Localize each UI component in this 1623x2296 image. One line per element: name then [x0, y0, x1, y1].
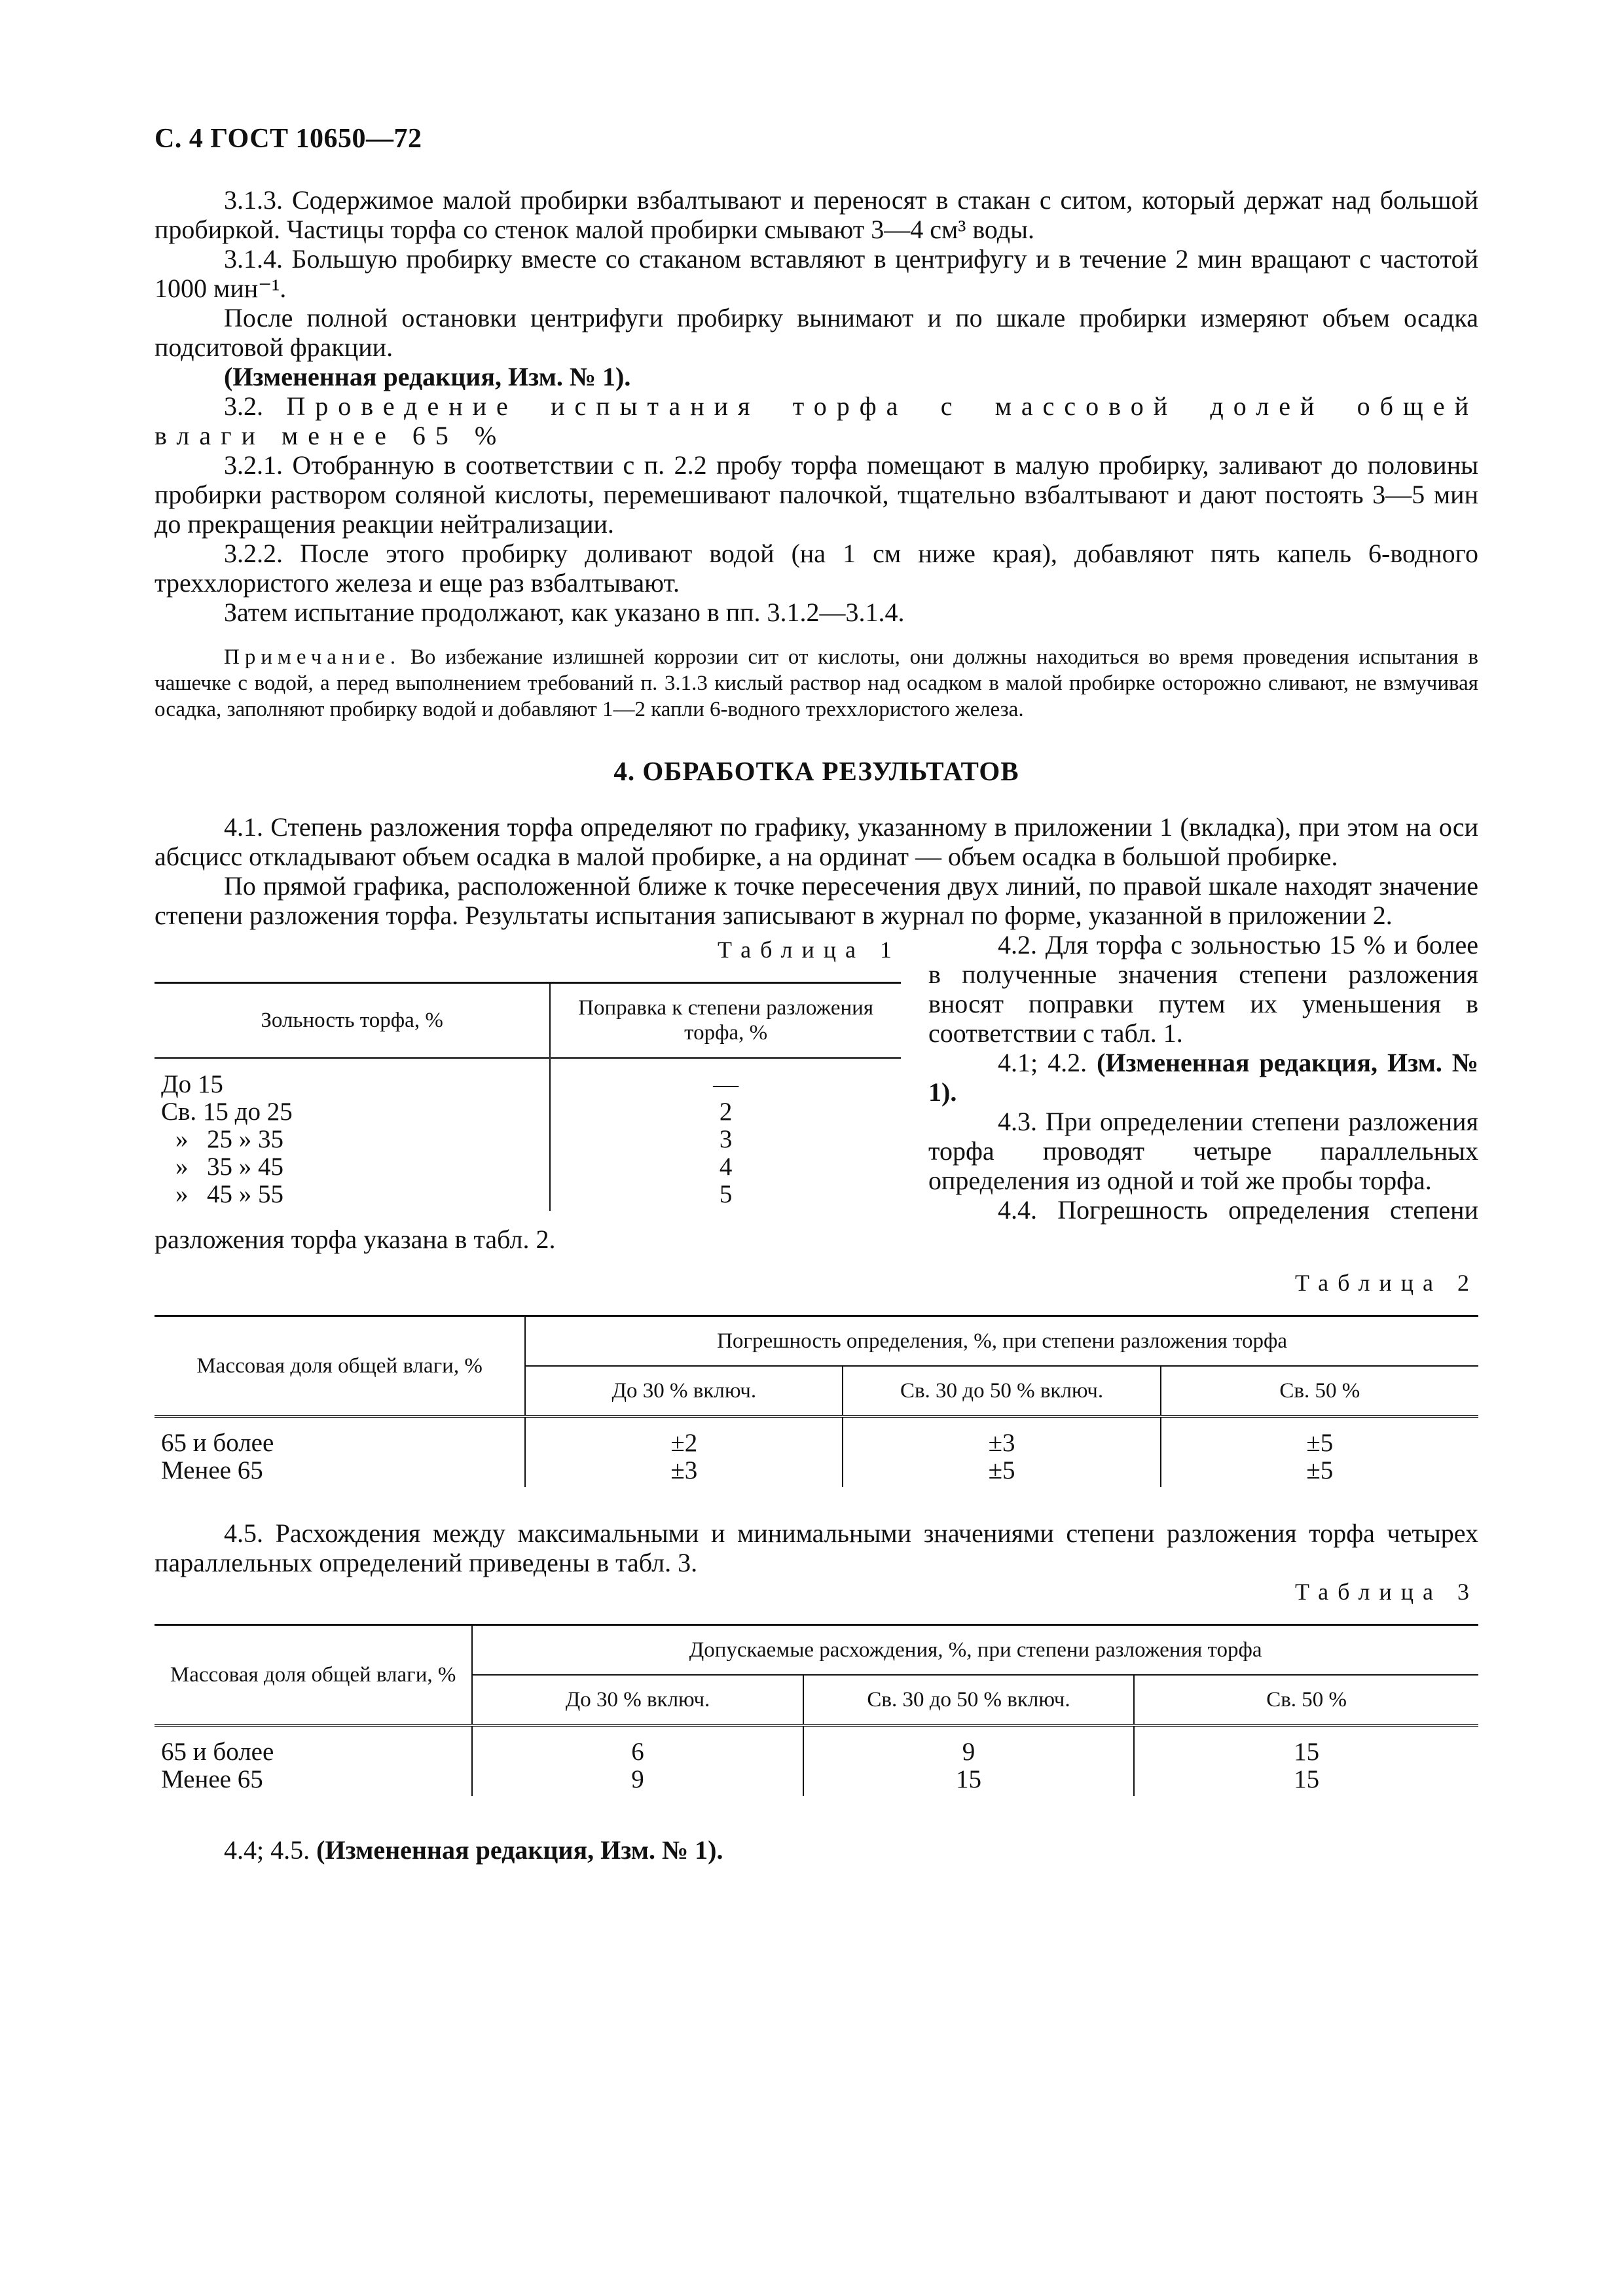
table-1-col-ash: Зольность торфа, % — [155, 983, 550, 1058]
table-3-row-label: 65 и более — [155, 1725, 472, 1766]
table-1-row-value: — — [713, 1070, 739, 1098]
table-3 — [155, 1624, 1478, 1796]
table-1-row-label-cell — [155, 1153, 550, 1181]
table-3-sub-col: Св. 30 до 50 % включ. — [803, 1675, 1135, 1725]
clause-4-5: 4.5. Расхождения между максимальными и минимальными значениями степени разложения торфа четырех параллельных определений приведены в табл. 3. — [155, 1518, 1478, 1577]
table-row — [155, 1098, 901, 1126]
table-3-sub-col: Св. 50 % — [1134, 1675, 1478, 1725]
clause-4-4: 4.4. Погрешность определения степени разложения торфа указана в табл. 2. — [155, 1195, 1478, 1254]
table-3-col-moisture: Массовая доля общей влаги, % — [155, 1625, 472, 1726]
table-3-header-row — [155, 1625, 1478, 1676]
table-1-header-row — [155, 983, 901, 1058]
table-2-sub-col: Св. 30 до 50 % включ. — [843, 1366, 1160, 1416]
table-2-cell: ±3 — [843, 1416, 1160, 1457]
table-3-caption: Таблица 3 — [1295, 1579, 1478, 1605]
table-1-row-label: Св. 15 до 25 — [155, 1098, 550, 1126]
table-row — [155, 1457, 1478, 1487]
table-1-row-label: 45 » 55 — [207, 1180, 283, 1208]
table-2-header-row — [155, 1316, 1478, 1367]
page-header: С. 4 ГОСТ 10650—72 — [155, 124, 422, 154]
clause-3-2-1: 3.2.1. Отобранную в соответствии с п. 2.2 пробу торфа помещают в малую пробирку, заливают до половины пробирки раствором соляной кислоты, перемешивают палочкой, тщательно взбалтывают и дают постоять 3—5 мин до прекращения реакции нейтрализации. — [155, 450, 1478, 539]
table-1-row-label: До 15 — [155, 1058, 550, 1099]
clause-4-1-continued: По прямой графика, расположенной ближе к точке пересечения двух линий, по правой шкале находят значение степени разложения торфа. Результаты испытания записывают в журнал по форме, указанной в приложении 2. — [155, 871, 1478, 930]
clause-3-2-2-continued: Затем испытание продолжают, как указано в пп. 3.1.2—3.1.4. — [224, 598, 905, 627]
table-2-cell: ±5 — [1306, 1429, 1334, 1457]
clause-3-2-2: 3.2.2. После этого пробирку доливают водой (на 1 см ниже края), добавляют пять капель 6-водного треххлористого железа и еще раз взбалтывают. — [155, 539, 1478, 598]
table-1-block — [155, 935, 901, 1211]
table-1-row-label: 25 » 35 — [207, 1125, 283, 1153]
clause-3-1-4-continued: После полной остановки центрифуги пробирку вынимают и по шкале пробирки измеряют объем осадка подситовой фракции. — [155, 303, 1478, 362]
table-3-cell: 6 — [472, 1725, 803, 1766]
clause-4-1: 4.1. Степень разложения торфа определяют по графику, указанному в приложении 1 (вкладка), при этом на оси абсцисс откладывают объем осадка в малой пробирке, а на ординат — объем осадка в большой пробирке. — [155, 812, 1478, 871]
table-2-cell: ±5 — [843, 1457, 1160, 1487]
note-label: Примечание. — [224, 645, 401, 669]
table-3-col-group: Допускаемые расхождения, %, при степени разложения торфа — [689, 1638, 1262, 1662]
table-2-col-group: Погрешность определения, %, при степени разложения торфа — [717, 1329, 1288, 1353]
note — [155, 644, 1478, 723]
table-2-row-label: Менее 65 — [155, 1457, 525, 1487]
ditto-mark: » — [175, 1153, 189, 1181]
clause-3-2-number: 3.2. — [224, 391, 263, 421]
clause-3-2 — [155, 391, 1478, 450]
table-row — [155, 1058, 901, 1099]
clause-4-2-block — [155, 930, 1478, 1254]
clause-3-1-3: 3.1.3. Содержимое малой пробирки взбалтывают и переносят в стакан с ситом, который держат над большой пробиркой. Частицы торфа со стенок малой пробирки смывают 3—4 см³ воды. — [155, 185, 1478, 244]
table-1-row-value: 2 — [719, 1098, 733, 1126]
table-row — [155, 1126, 901, 1153]
table-3-cell: 15 — [1294, 1738, 1320, 1766]
amendment-clauses: 4.4; 4.5. — [224, 1835, 310, 1865]
clause-3-2-title: Проведение испытания торфа с массовой долей общей влаги менее 65 % — [155, 391, 1478, 450]
clause-4-2: 4.2. Для торфа с зольностью 15 % и более в полученные значения степени разложения вносят поправки путем их уменьшения в соответствии с табл. 1. — [928, 930, 1478, 1048]
table-1-row-value: 4 — [719, 1153, 733, 1181]
amendment-text: (Измененная редакция, Изм. № 1). — [316, 1835, 723, 1865]
table-2-sub-col: Св. 50 % — [1161, 1366, 1478, 1416]
clause-3-1-4: 3.1.4. Большую пробирку вместе со стаканом вставляют в центрифугу и в течение 2 мин вращают с частотой 1000 мин⁻¹. — [155, 244, 1478, 303]
table-1-col-correction: Поправка к степени разложения торфа, % — [550, 983, 901, 1058]
section-4-title: 4. ОБРАБОТКА РЕЗУЛЬТАТОВ — [613, 756, 1019, 786]
table-3-sub-col: До 30 % включ. — [472, 1675, 803, 1725]
table-1-row-label-cell — [155, 1181, 550, 1211]
table-2-cell: ±2 — [525, 1416, 843, 1457]
table-2-col-moisture: Массовая доля общей влаги, % — [155, 1316, 525, 1417]
table-row — [155, 1725, 1478, 1766]
table-3-cell: 15 — [803, 1766, 1135, 1796]
table-3-cell: 9 — [803, 1725, 1135, 1766]
table-1-row-label: 35 » 45 — [207, 1153, 283, 1181]
table-3-cell: 9 — [472, 1766, 803, 1796]
table-row — [155, 1181, 901, 1211]
ditto-mark: » — [175, 1125, 189, 1153]
table-3-row-label: Менее 65 — [155, 1766, 472, 1796]
table-row — [155, 1153, 901, 1181]
table-1-row-value: 3 — [719, 1125, 733, 1153]
table-row — [155, 1416, 1478, 1457]
table-1-caption: Таблица 1 — [718, 937, 901, 963]
table-2-cell: ±5 — [1306, 1456, 1334, 1484]
amendment-text: (Измененная редакция, Изм. № 1). — [928, 1048, 1478, 1107]
table-2-cell: ±3 — [525, 1457, 843, 1487]
clause-4-3: 4.3. При определении степени разложения торфа проводят четыре параллельных определения из одной и той же пробы торфа. — [928, 1107, 1478, 1195]
table-1-row-value: 5 — [719, 1180, 733, 1208]
table-3-cell: 15 — [1294, 1765, 1320, 1793]
table-row — [155, 1766, 1478, 1796]
document-page — [155, 124, 1478, 1865]
amendment-note-4-4-4-5 — [155, 1835, 1478, 1865]
table-2-row-label: 65 и более — [155, 1416, 525, 1457]
table-2-sub-col: До 30 % включ. — [525, 1366, 843, 1416]
ditto-mark: » — [175, 1180, 189, 1208]
table-1-row-label-cell — [155, 1126, 550, 1153]
table-2-caption: Таблица 2 — [1295, 1270, 1478, 1296]
table-2 — [155, 1315, 1478, 1487]
note-text: Во избежание излишней коррозии сит от кислоты, они должны находиться во время проведения испытания в чашечке с водой, а перед выполнением требований п. 3.1.3 кислый раствор над осадком в малой пробирке осторожно сливают, не взмучивая осадка, заполняют пробирку водой и добавляют 1—2 капли 6-водного треххлористого железа. — [155, 645, 1478, 721]
amendment-clauses: 4.1; 4.2. — [998, 1048, 1087, 1077]
amendment-note-1: (Измененная редакция, Изм. № 1). — [224, 362, 631, 391]
table-1 — [155, 982, 901, 1211]
